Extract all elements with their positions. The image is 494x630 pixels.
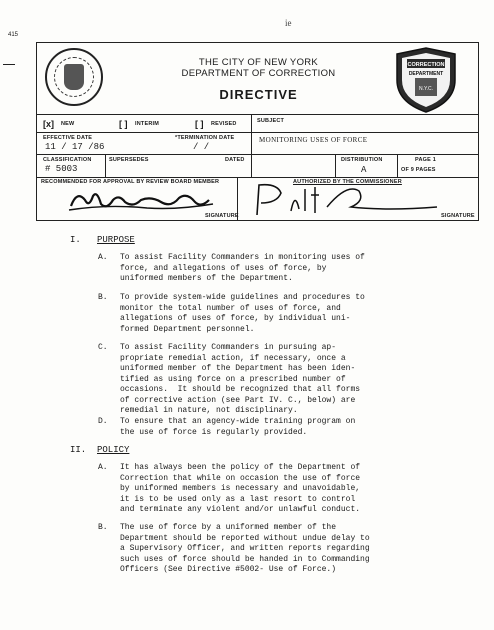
department-name: DEPARTMENT OF CORRECTION bbox=[181, 68, 336, 79]
subject-label: SUBJECT bbox=[257, 118, 285, 124]
section-number: II. bbox=[70, 445, 87, 455]
recommended-label: RECOMMENDED FOR APPROVAL BY REVIEW BOARD MEMBER bbox=[41, 179, 220, 185]
section-title: PURPOSE bbox=[97, 235, 135, 245]
paragraph: It has always been the policy of the Department of Correction that while on occasion the use of force by uniformed members is necessary and unavoidable, it is to be used only as a last resort to control and terminate any violent and/or unlawful conduct. bbox=[120, 463, 361, 514]
page-number: 415 bbox=[8, 32, 19, 38]
item-letter: A. bbox=[98, 253, 108, 262]
paragraph: The use of force by a uniformed member of the Department should be reported without undue delay to a Supervisory Officer, and written reports regarding such uses of force should be handed in to Commanding Officers (See Directive #5002- Use of Force.) bbox=[120, 523, 370, 574]
city-name: THE CITY OF NEW YORK bbox=[198, 57, 319, 68]
page-count: OF 9 PAGES bbox=[401, 167, 436, 173]
new-checkbox: [x] bbox=[43, 119, 54, 129]
directive-form-header bbox=[36, 42, 479, 221]
badge-text-1: CORRECTION bbox=[407, 62, 445, 68]
section-title: POLICY bbox=[97, 445, 130, 455]
paragraph: To ensure that an agency-wide training program on the use of force is regularly provided. bbox=[120, 417, 356, 437]
correction-badge-icon bbox=[393, 46, 459, 114]
commissioner-signature bbox=[247, 181, 447, 219]
effective-date-value: 11 / 17 /86 bbox=[45, 142, 105, 152]
classification-value: # 5003 bbox=[45, 164, 78, 174]
interim-label: INTERIM bbox=[135, 121, 160, 127]
dated-label: DATED bbox=[225, 157, 245, 163]
margin-mark bbox=[3, 64, 15, 65]
interim-checkbox: [ ] bbox=[119, 119, 128, 129]
termination-date-label: *TERMINATION DATE bbox=[175, 135, 235, 141]
signature-label-right: SIGNATURE bbox=[441, 213, 475, 219]
badge-text-3: N.Y.C. bbox=[418, 86, 434, 92]
document-type-title: DIRECTIVE bbox=[219, 87, 298, 102]
handwritten-mark: ie bbox=[285, 18, 292, 28]
revised-label: REVISED bbox=[211, 121, 237, 127]
authorized-label: AUTHORIZED BY THE COMMISSIONER bbox=[293, 179, 402, 185]
item-letter: B. bbox=[98, 293, 108, 302]
section-number: I. bbox=[70, 235, 81, 245]
item-letter: C. bbox=[98, 343, 108, 352]
effective-date-label: EFFECTIVE DATE bbox=[43, 135, 93, 141]
page-label: PAGE 1 bbox=[415, 157, 436, 163]
revised-checkbox: [ ] bbox=[195, 119, 204, 129]
review-board-signature bbox=[67, 186, 217, 216]
supersedes-label: SUPERSEDES bbox=[109, 157, 149, 163]
item-letter: B. bbox=[98, 523, 108, 532]
distribution-label: DISTRIBUTION bbox=[341, 157, 383, 163]
new-label: NEW bbox=[61, 121, 75, 127]
distribution-value: A bbox=[361, 165, 367, 175]
paragraph: To assist Facility Commanders in monitoring uses of force, and allegations of uses of force, by uniformed members of the Department. bbox=[120, 253, 365, 283]
classification-label: CLASSIFICATION bbox=[43, 157, 92, 163]
item-letter: D. bbox=[98, 417, 108, 426]
signature-label-left: SIGNATURE bbox=[205, 213, 239, 219]
badge-text-2: DEPARTMENT bbox=[408, 71, 444, 77]
paragraph: To assist Facility Commanders in pursuing ap- propriate remedial action, if necessary, once a uniformed member of the Department has been iden- tified as using force on a prescribed number of occasions. It should be recognized that all forms of corrective action (see Part IV. C., below) are remedial in nature, not disciplinary. bbox=[120, 343, 361, 415]
termination-date-value: / / bbox=[193, 142, 210, 152]
item-letter: A. bbox=[98, 463, 108, 472]
paragraph: To provide system-wide guidelines and procedures to monitor the total number of uses of force, and allegations of uses of force, by individual uni- formed Department personnel. bbox=[120, 293, 365, 334]
subject-value: MONITORING USES OF FORCE bbox=[259, 136, 368, 144]
